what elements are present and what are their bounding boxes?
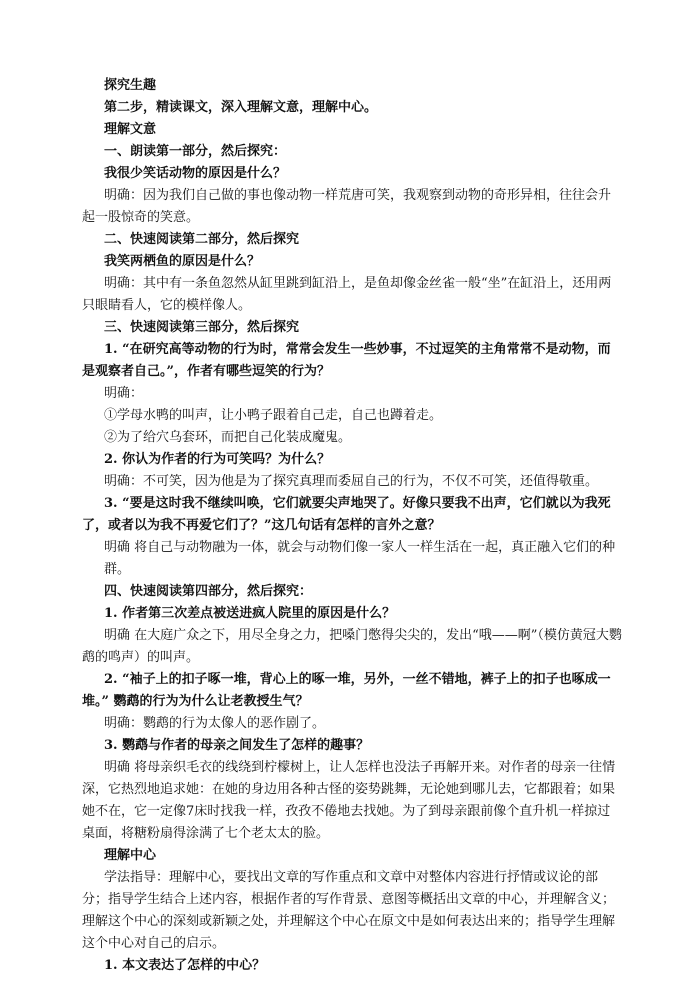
part3-q2-answer: 明确：不可笑，因为他是为了探究真理而委屈自己的行为，不仅不可笑，还值得敬重。 — [104, 474, 599, 489]
part3-q2: 2. 你认为作者的行为可笑吗？为什么？ — [104, 452, 331, 467]
heading: 探究生趣 — [104, 78, 157, 93]
study-guide: 学法指导：理解中心，要找出文章的写作重点和文章中对整体内容进行抒情或议论的部分；指导学生结合上述内容，根据作者的写作背景、意图等概括出文章的中心，并理解含义；理解这个中心的深刻或新颖之处，并理解这个中心在原文中是如何表达出来的；指导学生理解这个中心对自己的启示。 — [82, 870, 616, 951]
step-line: 第二步，精读课文，深入理解文意，理解中心。 — [104, 100, 378, 115]
part2-answer: 明确：其中有一条鱼忽然从缸里跳到缸沿上，是鱼却像金丝雀一般“坐”在缸沿上，还用两只眼睛看人，它的模样像人。 — [82, 276, 612, 313]
final-question: 1. 本文表达了怎样的中心？ — [104, 958, 266, 973]
part1-answer: 明确：因为我们自己做的事也像动物一样荒唐可笑，我观察到动物的奇形异相，往往会升起一股惊奇的笑意。 — [82, 188, 612, 225]
part3-q3-answer: 明确 将自己与动物融为一体，就会与动物们像一家人一样生活在一起，真正融入它们的种群。 — [104, 540, 616, 577]
section-center: 理解中心 — [104, 848, 157, 863]
part3-q1-answer2: ②为了给穴乌套环，而把自己化装成魔鬼。 — [104, 430, 352, 445]
part2-title: 二、快速阅读第二部分，然后探究 — [104, 232, 300, 247]
part2-question: 我笑两栖鱼的原因是什么？ — [104, 254, 261, 269]
document-body — [82, 75, 622, 977]
part3-title: 三、快速阅读第三部分，然后探究 — [104, 320, 300, 335]
part4-q3: 3. 鹦鹉与作者的母亲之间发生了怎样的趣事？ — [104, 738, 370, 753]
part4-q1-answer: 明确 在大庭广众之下，用尽全身之力，把嗓门憋得尖尖的，发出“哦——啊”（模仿黄冠大鹦鹉的鸣声）的叫声。 — [82, 628, 622, 665]
part4-q3-answer: 明确 将母亲织毛衣的线绕到柠檬树上，让人怎样也没法子再解开来。对作者的母亲一往情深，它热烈地追求她：在她的身边用各种古怪的姿势跳舞，无论她到哪儿去，它都跟着；如果她不在，它一定像7床时找我一样，孜孜不倦地去找她。为了到母亲跟前像个直升机一样掠过桌面，将糖粉扇得涂满了七个老太太的脸。 — [82, 760, 616, 841]
part4-q2-answer: 明确：鹦鹉的行为太像人的恶作剧了。 — [104, 716, 326, 731]
section-understand: 理解文意 — [104, 122, 157, 137]
part3-q1-answer1: ①学母水鸭的叫声，让小鸭子跟着自己走，自己也蹲着走。 — [104, 408, 443, 423]
part4-title: 四、快速阅读第四部分，然后探究： — [104, 584, 313, 599]
part3-q1-label: 明确： — [104, 386, 144, 401]
part1-title: 一、朗读第一部分，然后探究： — [104, 144, 287, 159]
part3-q3: 3. “要是这时我不继续叫唤，它们就要尖声地哭了。好像只要我不出声，它们就以为我死了，或者以为我不再爱它们了？”这几句话有怎样的言外之意？ — [82, 496, 611, 533]
part4-q1: 1. 作者第三次差点被送进疯人院里的原因是什么？ — [104, 606, 396, 621]
part3-q1: 1. “在研究高等动物的行为时，常常会发生一些妙事，不过逗笑的主角常常不是动物，而是观察者自己。”，作者有哪些逗笑的行为？ — [82, 342, 611, 379]
part1-question: 我很少笑话动物的原因是什么？ — [104, 166, 287, 181]
part4-q2: 2. “袖子上的扣子啄一堆，背心上的啄一堆，另外，一丝不错地，裤子上的扣子也啄成一堆。” 鹦鹉的行为为什么让老教授生气？ — [82, 672, 611, 709]
